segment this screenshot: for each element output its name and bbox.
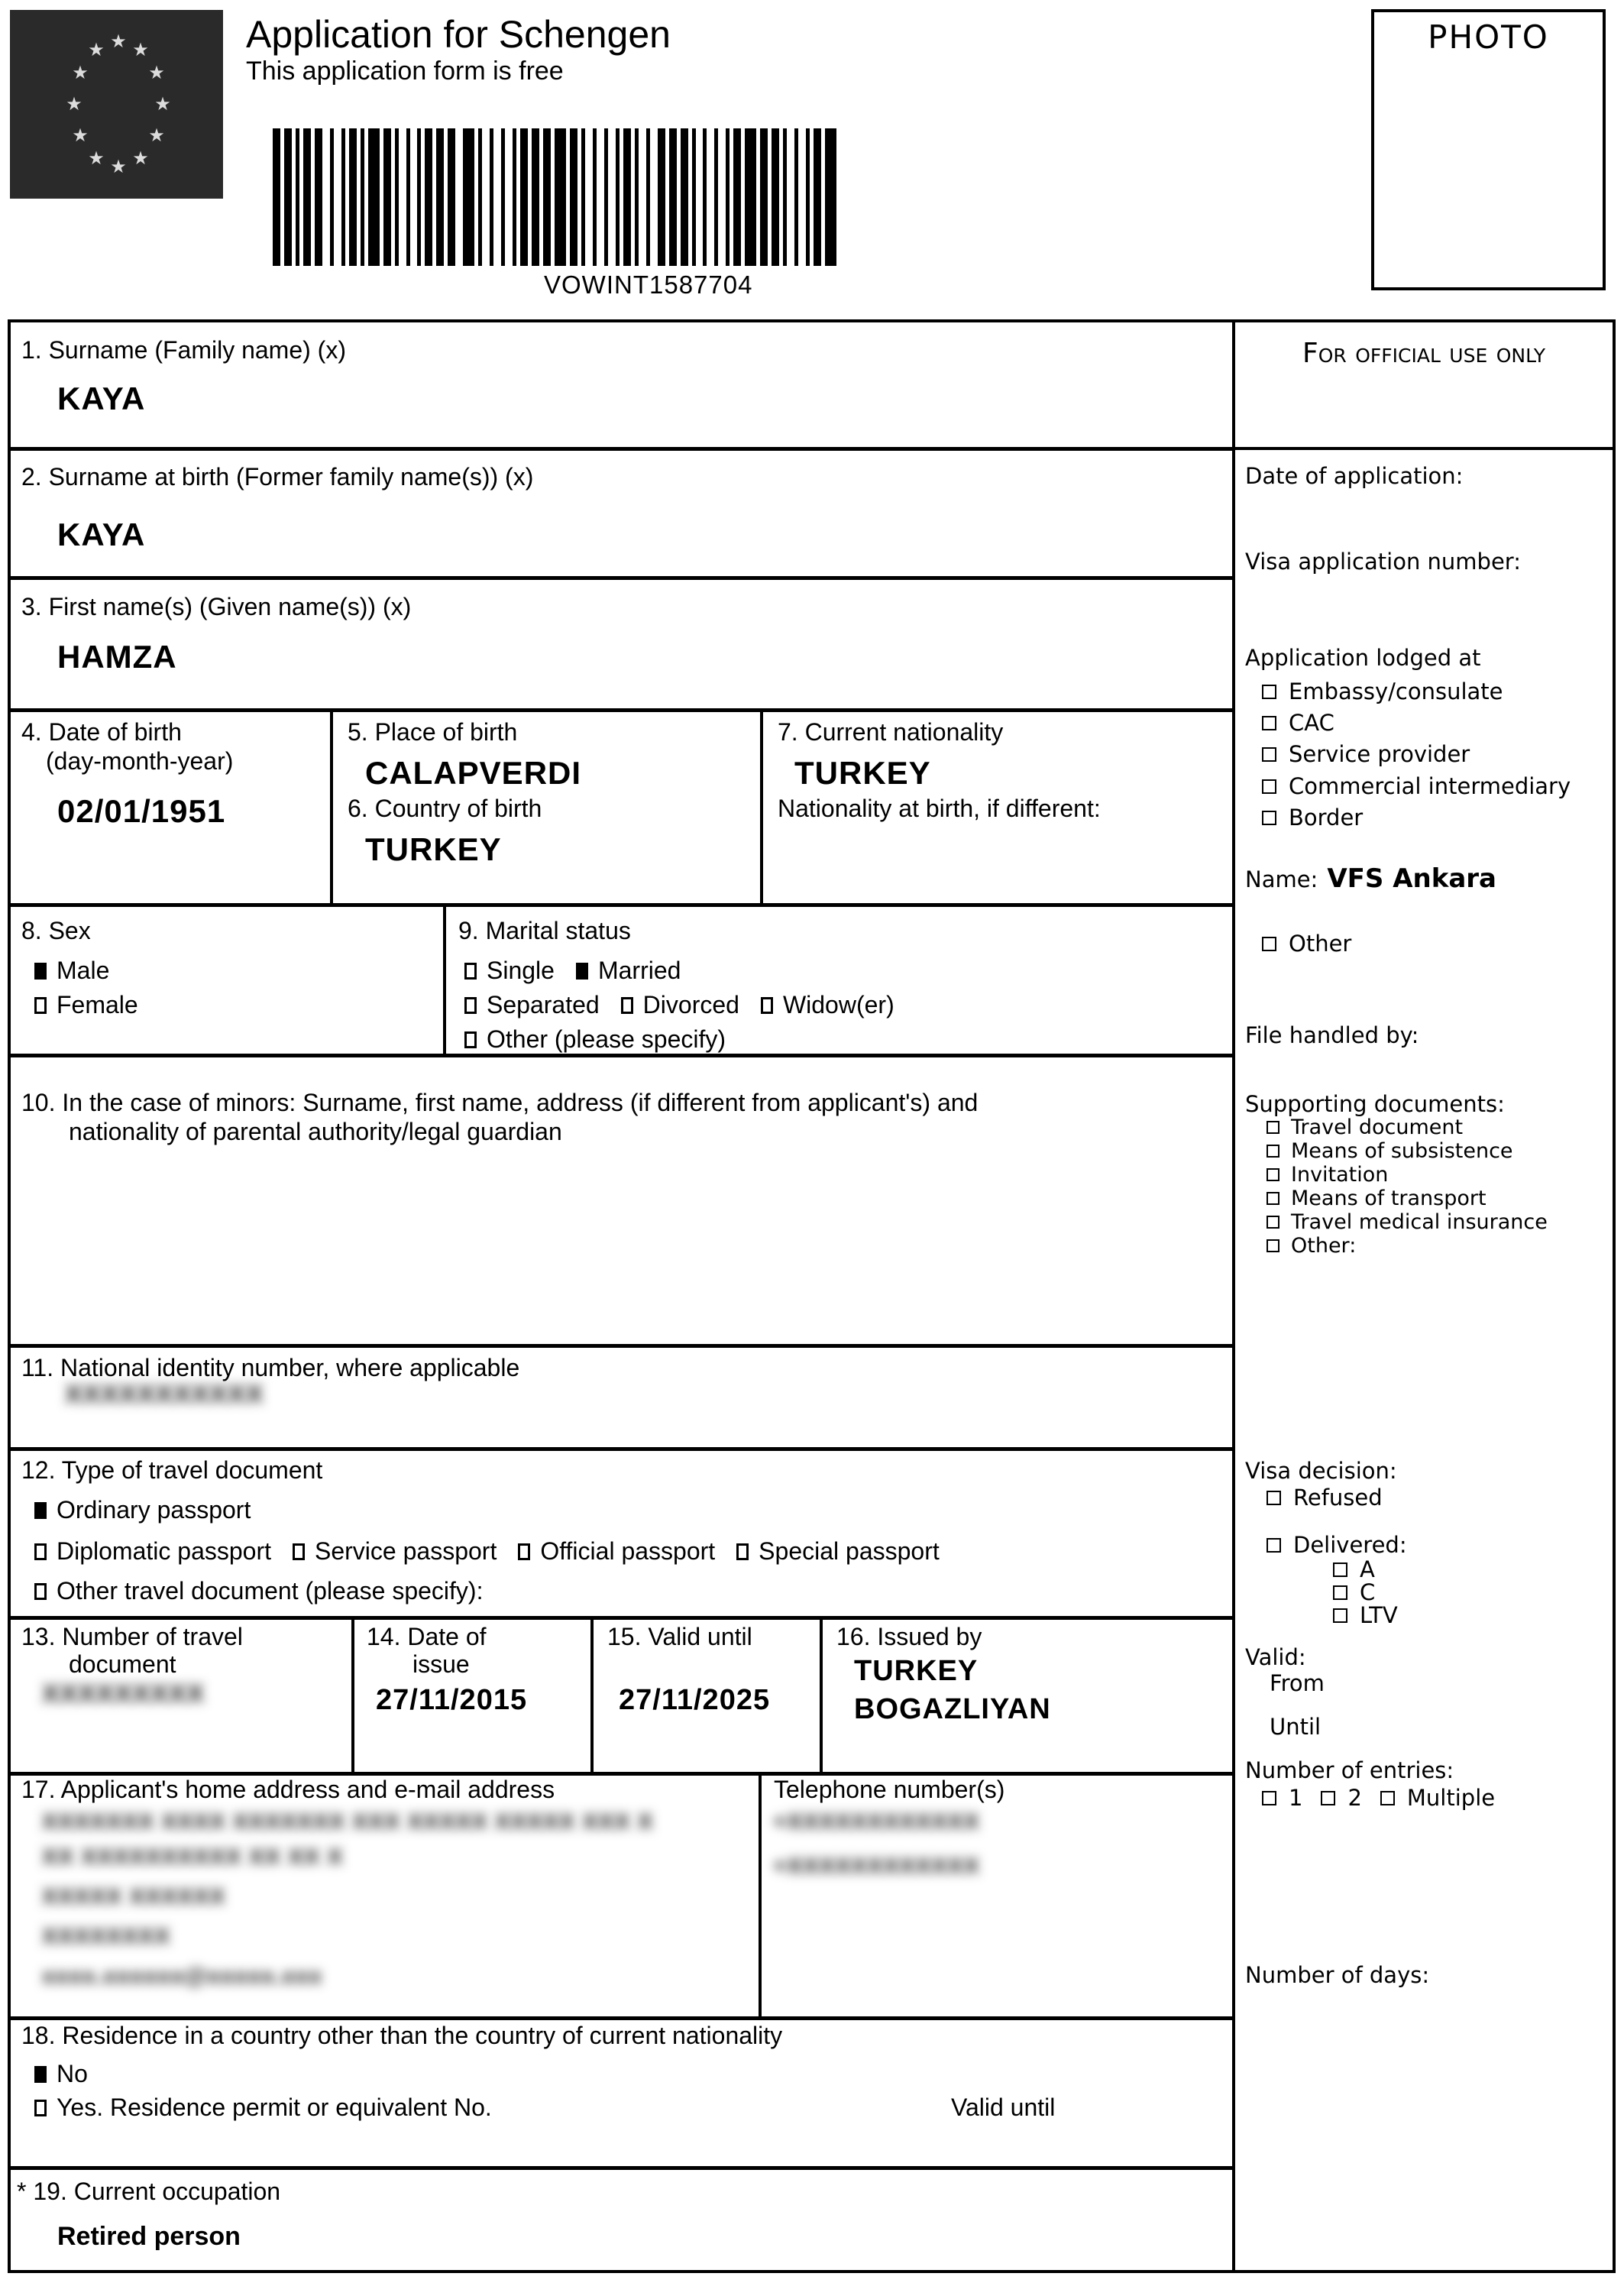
checkbox[interactable] <box>34 997 47 1014</box>
checkbox-checked[interactable] <box>34 963 47 980</box>
page-subtitle: This application form is free <box>246 57 564 86</box>
checkbox-label: Single <box>487 957 555 984</box>
delivered-type-c <box>1333 1579 1393 1605</box>
star-icon: ★ <box>66 93 82 115</box>
visa-decision-label: Visa decision: <box>1245 1458 1397 1484</box>
field-16-value-line2: BOGAZLIYAN <box>854 1693 1051 1725</box>
photo-label: PHOTO <box>1428 18 1549 56</box>
divider <box>760 709 763 905</box>
field-4-label: 4. Date of birth <box>21 718 182 746</box>
checkbox[interactable] <box>1267 1168 1279 1181</box>
barcode-bar <box>703 128 707 266</box>
barcode-bar <box>635 128 639 266</box>
checkbox[interactable] <box>736 1543 749 1560</box>
checkbox-label: Married <box>597 957 681 984</box>
barcode-bar <box>543 128 551 266</box>
checkbox-label: Other <box>1289 931 1352 957</box>
field-5-label: 5. Place of birth <box>348 718 518 746</box>
checkbox[interactable] <box>1262 716 1276 730</box>
barcode-bar <box>273 128 280 266</box>
field-18-valid-until-label: Valid until <box>951 2094 1056 2121</box>
barcode-bar <box>448 128 455 266</box>
checkbox[interactable] <box>1333 1608 1347 1623</box>
date-of-application-label: Date of application: <box>1245 463 1464 489</box>
divider <box>759 1773 762 2018</box>
checkbox[interactable] <box>1267 1145 1279 1158</box>
field-12-options-row1 <box>34 1496 272 1524</box>
star-icon: ★ <box>132 147 149 169</box>
field-8-label: 8. Sex <box>21 917 91 944</box>
checkbox[interactable] <box>1267 1491 1281 1505</box>
barcode-bar <box>513 128 516 266</box>
checkbox[interactable] <box>293 1543 305 1560</box>
barcode-bar <box>284 128 292 266</box>
barcode-bar <box>806 128 810 266</box>
checkbox[interactable] <box>1380 1791 1395 1805</box>
checkbox-label: Ordinary passport <box>57 1496 251 1524</box>
field-17-redacted-address-line: XXXXXXXX <box>42 1924 171 1949</box>
field-17-label: 17. Applicant's home address and e-mail address <box>21 1776 555 1803</box>
checkbox-label: Female <box>57 991 138 1018</box>
divider <box>330 709 333 905</box>
barcode-bar <box>733 128 741 266</box>
field-7-note: Nationality at birth, if different: <box>778 795 1101 822</box>
barcode-bar <box>501 128 505 266</box>
field-19-value: Retired person <box>57 2222 241 2251</box>
divider <box>8 1447 1235 1451</box>
divider <box>8 1054 1235 1057</box>
barcode-bar <box>783 128 787 266</box>
barcode-bar <box>395 128 399 266</box>
barcode-bar <box>361 128 364 266</box>
field-13-label-line2: document <box>69 1650 176 1678</box>
divider <box>351 1618 354 1773</box>
checkbox-label: C <box>1360 1579 1376 1605</box>
barcode-bar <box>772 128 779 266</box>
checkbox-label: Other: <box>1291 1234 1357 1258</box>
field-12-options-row3 <box>34 1577 504 1605</box>
checkbox-label: Service passport <box>315 1537 497 1565</box>
field-18-no-option <box>34 2060 109 2088</box>
field-7-label: 7. Current nationality <box>778 718 1004 746</box>
star-icon: ★ <box>148 125 165 146</box>
barcode-bar <box>581 128 585 266</box>
barcode-bar <box>490 128 493 266</box>
file-handled-by-label: File handled by: <box>1245 1022 1419 1048</box>
field-1-label: 1. Surname (Family name) (x) <box>21 336 346 364</box>
entries-options <box>1262 1785 1513 1811</box>
checkbox[interactable] <box>464 997 477 1014</box>
star-icon: ★ <box>148 62 165 83</box>
divider <box>1232 447 1616 450</box>
supporting-option-invitation <box>1267 1163 1409 1187</box>
supporting-option-subsistence <box>1267 1139 1535 1163</box>
field-6-label: 6. Country of birth <box>348 795 542 822</box>
lodged-option-border <box>1262 805 1381 831</box>
field-12-options-row2 <box>34 1537 961 1566</box>
checkbox[interactable] <box>34 2100 47 2116</box>
checkbox[interactable] <box>518 1543 530 1560</box>
barcode-bar <box>760 128 768 266</box>
field-18-label: 18. Residence in a country other than the country of current nationality <box>21 2022 783 2049</box>
barcode-bar <box>368 128 380 266</box>
checkbox[interactable] <box>1321 1791 1335 1805</box>
field-17-redacted-email: xxxx.xxxxxx@xxxxx.xxx <box>42 1964 323 1989</box>
field-13-redacted-value: XXXXXXXXX <box>42 1679 205 1708</box>
barcode-bar <box>669 128 677 266</box>
divider <box>8 2016 1235 2020</box>
field-9-options-row2 <box>464 991 916 1019</box>
star-icon: ★ <box>132 39 149 60</box>
checkbox[interactable] <box>1262 747 1276 762</box>
field-12-label: 12. Type of travel document <box>21 1456 323 1484</box>
star-icon: ★ <box>88 147 105 169</box>
checkbox-checked[interactable] <box>34 2066 47 2083</box>
checkbox[interactable] <box>1262 811 1276 825</box>
barcode-bar <box>303 128 311 266</box>
checkbox-label: Special passport <box>759 1537 940 1565</box>
field-2-label: 2. Surname at birth (Former family name(s)) (x) <box>21 463 534 491</box>
field-9-options-row3 <box>464 1025 747 1054</box>
barcode-bar <box>570 128 577 266</box>
barcode-bar <box>532 128 539 266</box>
field-13-label-line1: 13. Number of travel <box>21 1623 243 1650</box>
checkbox-label: Yes. Residence permit or equivalent No. <box>57 2094 492 2121</box>
checkbox-label: Service provider <box>1289 741 1470 767</box>
field-17-redacted-phone: +XXXXXXXXXXXX <box>773 1809 980 1834</box>
field-1-value: KAYA <box>57 380 146 416</box>
divider <box>8 447 1235 451</box>
divider <box>590 1618 594 1773</box>
field-11-redacted-value: XXXXXXXXXXX <box>65 1380 264 1409</box>
lodged-option-cac <box>1262 710 1353 736</box>
lodged-option-other <box>1262 931 1370 957</box>
checkbox-label: Travel medical insurance <box>1291 1210 1548 1234</box>
lodged-name-row <box>1245 863 1496 894</box>
lodged-option-intermediary <box>1262 773 1589 799</box>
application-lodged-at-label: Application lodged at <box>1245 645 1481 671</box>
valid-label: Valid: <box>1245 1644 1306 1670</box>
checkbox-label: 1 <box>1289 1785 1303 1811</box>
barcode-bar <box>726 128 730 266</box>
barcode-bar <box>604 128 608 266</box>
valid-from-label: From <box>1270 1670 1325 1696</box>
star-icon: ★ <box>110 156 127 177</box>
checkbox-label: Multiple <box>1406 1785 1496 1811</box>
field-4-value: 02/01/1951 <box>57 793 226 829</box>
checkbox[interactable] <box>621 997 633 1014</box>
delivered-type-a <box>1333 1556 1393 1582</box>
star-icon: ★ <box>88 39 105 60</box>
supporting-documents-label: Supporting documents: <box>1245 1091 1505 1117</box>
lodged-name-label: Name: <box>1245 866 1318 892</box>
barcode-bar <box>825 128 836 266</box>
field-14-label-line2: issue <box>412 1650 470 1678</box>
checkbox-label: LTV <box>1360 1602 1398 1628</box>
checkbox[interactable] <box>1267 1192 1279 1205</box>
divider <box>8 708 1235 712</box>
official-use-header: For official use only <box>1302 338 1545 369</box>
field-11-label: 11. National identity number, where applicable <box>21 1354 520 1381</box>
barcode-bar <box>616 128 620 266</box>
barcode-bar <box>330 128 334 266</box>
field-7-value: TURKEY <box>794 755 931 791</box>
checkbox-label: Delivered: <box>1293 1532 1407 1558</box>
divider <box>8 576 1235 580</box>
checkbox-label: CAC <box>1289 710 1334 736</box>
field-16-label: 16. Issued by <box>836 1623 982 1650</box>
checkbox-checked[interactable] <box>34 1502 47 1519</box>
delivered-type-ltv <box>1333 1602 1416 1628</box>
checkbox-label: Male <box>57 957 110 984</box>
checkbox-label: Other travel document (please specify): <box>57 1577 484 1605</box>
barcode-bar <box>714 128 718 266</box>
field-8-male-option <box>34 957 131 985</box>
field-17-redacted-address-line: XXXXXXX XXXX XXXXXXX XXX XXXXX XXXXX XXX X <box>42 1809 654 1834</box>
divider <box>8 2166 1235 2170</box>
field-15-value: 27/11/2025 <box>619 1684 771 1716</box>
checkbox[interactable] <box>1267 1239 1279 1252</box>
field-2-value: KAYA <box>57 517 146 552</box>
valid-until-label: Until <box>1270 1714 1322 1740</box>
checkbox-label: A <box>1360 1556 1375 1582</box>
barcode-bar <box>478 128 482 266</box>
field-9-label: 9. Marital status <box>458 917 631 944</box>
field-3-value: HAMZA <box>57 639 177 675</box>
barcode-bar <box>406 128 410 266</box>
checkbox[interactable] <box>464 1031 477 1048</box>
checkbox-label: Widow(er) <box>782 991 894 1018</box>
barcode-bar <box>593 128 597 266</box>
checkbox-label: Invitation <box>1291 1163 1389 1187</box>
field-18-yes-option <box>34 2094 513 2122</box>
field-9-options-row1 <box>464 957 702 985</box>
field-10-label-line2: nationality of parental authority/legal guardian <box>69 1118 562 1145</box>
checkbox[interactable] <box>34 1543 47 1560</box>
star-icon: ★ <box>72 62 89 83</box>
field-19-label: * 19. Current occupation <box>17 2178 281 2205</box>
photo-placeholder <box>1371 9 1606 290</box>
checkbox[interactable] <box>1267 1121 1279 1134</box>
checkbox[interactable] <box>1333 1562 1347 1577</box>
number-of-entries-label: Number of entries: <box>1245 1757 1454 1783</box>
barcode-bar <box>646 128 650 266</box>
field-14-label-line1: 14. Date of <box>367 1623 487 1650</box>
checkbox-label: Divorced <box>642 991 739 1018</box>
field-14-value: 27/11/2015 <box>376 1684 528 1716</box>
star-icon: ★ <box>72 125 89 146</box>
star-icon: ★ <box>110 31 127 52</box>
barcode-bar <box>794 128 798 266</box>
divider <box>820 1618 823 1773</box>
checkbox-label: Embassy/consulate <box>1289 678 1503 704</box>
divider <box>8 1344 1235 1348</box>
field-6-value: TURKEY <box>365 831 502 867</box>
checkbox-label: Other (please specify) <box>487 1025 726 1053</box>
field-10-label-line1: 10. In the case of minors: Surname, first name, address (if different from applicant's) and <box>21 1089 979 1116</box>
checkbox[interactable] <box>761 997 773 1014</box>
checkbox[interactable] <box>1262 685 1276 699</box>
decision-option-refused <box>1267 1485 1401 1511</box>
checkbox[interactable] <box>464 963 477 980</box>
barcode-bar <box>623 128 631 266</box>
barcode-bar <box>555 128 566 266</box>
barcode-bar <box>315 128 322 266</box>
page-title: Application for Schengen <box>246 13 671 56</box>
field-3-label: 3. First name(s) (Given name(s)) (x) <box>21 593 412 620</box>
supporting-option-travel-document <box>1267 1116 1484 1139</box>
checkbox[interactable] <box>1262 1791 1276 1805</box>
checkbox-label: Separated <box>487 991 600 1018</box>
checkbox-label: Commercial intermediary <box>1289 773 1571 799</box>
checkbox-checked[interactable] <box>576 963 588 980</box>
checkbox-label: Official passport <box>540 1537 716 1565</box>
star-icon: ★ <box>154 93 171 115</box>
checkbox-label: Means of transport <box>1291 1187 1487 1210</box>
barcode-bar <box>814 128 821 266</box>
barcode-bar <box>692 128 696 266</box>
checkbox-label: 2 <box>1347 1785 1362 1811</box>
checkbox[interactable] <box>1267 1216 1279 1229</box>
checkbox-label: Refused <box>1293 1485 1383 1511</box>
barcode-bar <box>417 128 421 266</box>
checkbox[interactable] <box>1262 937 1276 951</box>
barcode-bar <box>341 128 345 266</box>
field-15-label: 15. Valid until <box>607 1623 752 1650</box>
barcode <box>273 128 840 266</box>
supporting-option-medical-insurance <box>1267 1210 1569 1234</box>
field-17-redacted-address-line: XXXXX XXXXXX <box>42 1884 226 1909</box>
barcode-bar <box>383 128 391 266</box>
checkbox[interactable] <box>1262 779 1276 794</box>
barcode-bar <box>436 128 444 266</box>
field-17-phone-label: Telephone number(s) <box>774 1776 1005 1803</box>
checkbox[interactable] <box>1333 1585 1347 1600</box>
divider <box>443 903 446 1054</box>
field-4-sublabel: (day-month-year) <box>46 747 234 775</box>
checkbox[interactable] <box>1267 1538 1281 1553</box>
number-of-days-label: Number of days: <box>1245 1962 1430 1988</box>
checkbox[interactable] <box>34 1583 47 1600</box>
lodged-option-embassy <box>1262 678 1522 704</box>
barcode-bar <box>745 128 756 266</box>
field-5-value: CALAPVERDI <box>365 755 582 791</box>
checkbox-label: No <box>57 2060 88 2087</box>
divider <box>8 903 1235 907</box>
barcode-bar <box>349 128 357 266</box>
barcode-bar <box>463 128 474 266</box>
checkbox-label: Border <box>1289 805 1364 831</box>
supporting-option-other <box>1267 1234 1377 1258</box>
field-17-redacted-address-line: XX XXXXXXXXXX XX XX X <box>42 1844 344 1870</box>
supporting-option-transport <box>1267 1187 1508 1210</box>
field-16-value-line1: TURKEY <box>854 1655 979 1687</box>
checkbox-label: Means of subsistence <box>1291 1139 1513 1163</box>
barcode-value: VOWINT1587704 <box>544 270 753 299</box>
field-17-redacted-phone: +XXXXXXXXXXXX <box>773 1854 980 1879</box>
divider <box>8 1616 1235 1620</box>
barcode-bar <box>681 128 688 266</box>
eu-flag-icon <box>10 10 223 199</box>
field-8-female-option <box>34 991 160 1019</box>
decision-option-delivered <box>1267 1532 1425 1558</box>
lodged-name-value: VFS Ankara <box>1327 863 1496 894</box>
barcode-bar <box>296 128 299 266</box>
barcode-bar <box>658 128 665 266</box>
checkbox-label: Travel document <box>1291 1116 1464 1139</box>
barcode-bar <box>520 128 528 266</box>
lodged-option-service <box>1262 741 1488 767</box>
checkbox-label: Diplomatic passport <box>57 1537 271 1565</box>
barcode-bar <box>425 128 432 266</box>
visa-application-number-label: Visa application number: <box>1245 549 1521 575</box>
